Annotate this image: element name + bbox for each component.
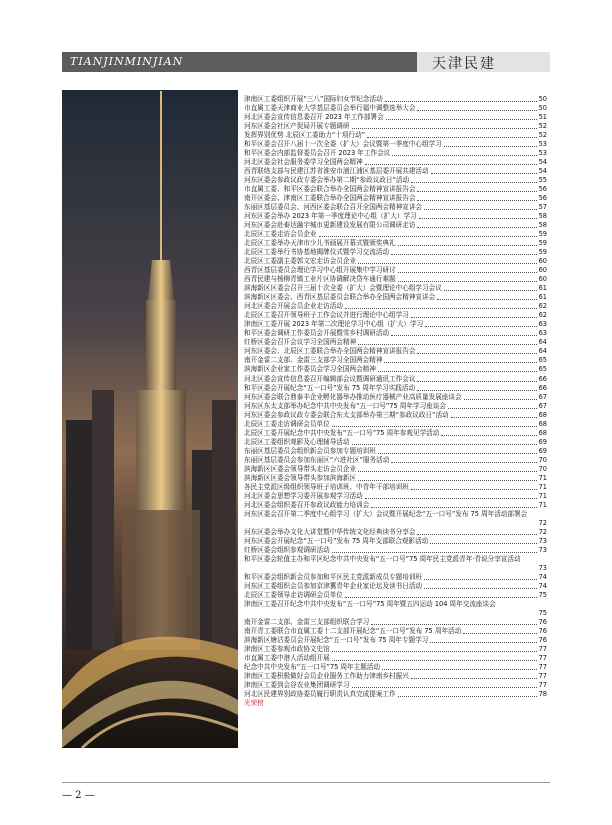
toc-leader-dots xyxy=(378,371,537,372)
table-of-contents xyxy=(244,95,547,708)
toc-leader-dots xyxy=(319,236,537,237)
toc-leader-dots xyxy=(437,299,536,300)
toc-leader-dots xyxy=(424,579,537,580)
toc-entry xyxy=(244,158,547,167)
toc-entry-page: 77 xyxy=(538,653,547,662)
toc-entry-page: 65 xyxy=(538,356,547,365)
toc-entry-title: 河东区委会参政议政专委会联合东太支部举办第三期“参政议政日”活动 xyxy=(244,410,449,419)
toc-entry-title: 津南区工委参观市政协文史馆 xyxy=(244,644,330,653)
toc-entry-title: 河东区委会、北辰区工委联合举办全国两会精神宣讲报告会 xyxy=(244,347,416,356)
toc-entry xyxy=(244,266,547,275)
toc-entry-title: 西青区基层委员会理论学习中心组开展集中学习研讨 xyxy=(244,266,396,275)
toc-entry xyxy=(244,347,547,356)
toc-entry-title: 河北区委会宣传信息委召开编辑部会议暨调研通讯工作会议 xyxy=(244,374,416,383)
toc-entry xyxy=(244,275,547,284)
toc-leader-dots xyxy=(352,444,537,445)
toc-entry xyxy=(244,393,547,402)
toc-entry-title: 滨海新区企业家工作委员会学习全国两会精神 xyxy=(244,365,376,374)
toc-entry-title: 发挥界别优势 北辰区工委助力“十项行动” xyxy=(244,131,366,140)
toc-entry-title: 滨海新区区委会召开三届十次全委（扩大）会暨理论中心组学习会议 xyxy=(244,284,442,293)
toc-entry-page: 75 xyxy=(538,590,547,599)
toc-entry-page: 59 xyxy=(538,230,547,239)
toc-leader-dots xyxy=(431,173,537,174)
toc-entry-page: 67 xyxy=(538,401,547,410)
toc-leader-dots xyxy=(417,191,536,192)
toc-entry-page: 60 xyxy=(538,257,547,266)
toc-entry-page: 54 xyxy=(538,167,547,176)
toc-entry-title: 滨海新区区委会领导带头参加滨海新区 xyxy=(244,473,357,482)
toc-leader-dots xyxy=(398,272,537,273)
toc-entry-title: 滨海新区区委会领导带头走访会员企业 xyxy=(244,464,357,473)
toc-leader-dots xyxy=(444,290,537,291)
toc-entry-page: 68 xyxy=(538,428,547,437)
toc-entry xyxy=(244,555,547,573)
toc-entry-title: 河东区委会参政议政专委会举办第二期“参政议政日”活动 xyxy=(244,176,410,185)
toc-entry xyxy=(244,411,547,420)
toc-entry-title: 河东区委会举办 2023 年第一季度理论中心组（扩大）学习 xyxy=(244,212,417,221)
toc-entry-page: 53 xyxy=(538,140,547,149)
toc-leader-dots xyxy=(392,155,536,156)
toc-entry-page: 50 xyxy=(538,95,547,104)
toc-entry-title: 东丽区基层委员会、河西区委会联合召开全国两会精神宣讲会 xyxy=(244,203,423,212)
toc-leader-dots xyxy=(398,281,537,282)
toc-leader-dots xyxy=(352,128,537,129)
toc-entry-page: 59 xyxy=(538,248,547,257)
toc-entry-page: 62 xyxy=(538,302,547,311)
toc-leader-dots xyxy=(411,182,537,183)
toc-entry-page: 68 xyxy=(538,410,547,419)
toc-entry xyxy=(244,645,547,654)
toc-entry-page: 72 xyxy=(538,527,547,536)
toc-leader-dots xyxy=(391,462,536,463)
toc-entry-page: 59 xyxy=(538,239,547,248)
toc-entry xyxy=(244,257,547,266)
toc-entry xyxy=(244,600,547,618)
toc-entry-page: 69 xyxy=(538,437,547,446)
toc-entry-page: 60 xyxy=(538,266,547,275)
toc-entry-title: 北辰区工委开展纪念中共中央发布“五一口号”75 周年参观见学活动 xyxy=(244,428,440,437)
toc-leader-dots xyxy=(425,326,536,327)
toc-entry xyxy=(244,374,547,383)
toc-entry-page: 57 xyxy=(538,203,547,212)
toc-entry-page: 64 xyxy=(538,347,547,356)
city-skyline-illustration xyxy=(62,90,238,748)
toc-entry xyxy=(244,483,547,492)
toc-leader-dots xyxy=(352,687,537,688)
toc-leader-dots xyxy=(417,227,536,228)
toc-entry xyxy=(244,113,547,122)
toc-leader-dots xyxy=(385,101,537,102)
toc-entry-title: 和平区委会开展纪念“五一口号”发布 75 周年学习实践活动 xyxy=(244,383,416,392)
toc-entry xyxy=(244,311,547,320)
toc-entry-title: 津南区工委召开纪念中共中央发布“五一口号”75 周年暨五四运动 104 周年交流座谈会 xyxy=(244,599,496,608)
toc-entry xyxy=(244,501,547,510)
toc-entry-title: 河北区委会开展会员企业走访活动 xyxy=(244,302,343,311)
toc-leader-dots xyxy=(464,399,537,400)
toc-entry-title: 津南区工委到会谷农业集团调研学习 xyxy=(244,681,350,690)
toc-entry-title: 和平区委会组织新会员参加和平区民主党派新成员专题培训班 xyxy=(244,572,423,581)
toc-entry xyxy=(244,329,547,338)
toc-entry xyxy=(244,221,547,230)
toc-entry-page: 61 xyxy=(538,284,547,293)
toc-entry xyxy=(244,356,547,365)
toc-entry-title: 北辰区工委举行书协基地揭牌仪式暨学习交流活动 xyxy=(244,248,390,257)
toc-entry xyxy=(244,402,547,411)
toc-leader-dots xyxy=(398,696,537,697)
toc-entry xyxy=(244,582,547,591)
toc-entry-title: 河东区委会赴泰达融宇城市更新建设发展有限公司调研走访 xyxy=(244,221,416,230)
toc-entry-page: 62 xyxy=(538,311,547,320)
toc-entry-title: 纪念中共中央发布“五一口号”75 周年主题活动 xyxy=(244,663,381,671)
toc-entry-page: 73 xyxy=(538,545,547,554)
toc-entry-page: 72 xyxy=(538,518,547,527)
toc-leader-dots xyxy=(378,453,537,454)
toc-entry-title: 北辰区工委举办天津市少儿书画展开幕式暨颁奖典礼 xyxy=(244,239,396,248)
toc-entry xyxy=(244,537,547,546)
toc-entry-page: 71 xyxy=(538,482,547,491)
toc-entry-page: 52 xyxy=(538,122,547,131)
toc-entry-page: 71 xyxy=(538,473,547,482)
toc-leader-dots xyxy=(398,245,537,246)
toc-leader-dots xyxy=(384,362,536,363)
toc-entry xyxy=(244,474,547,483)
toc-entry xyxy=(244,663,547,672)
toc-leader-dots xyxy=(417,110,536,111)
toc-entry xyxy=(244,122,547,131)
toc-entry-title: 各民主党派区级组织领导班子培训班、中青年干部培训班 xyxy=(244,482,409,491)
toc-entry-page: 58 xyxy=(538,212,547,221)
toc-entry-page: 63 xyxy=(538,320,547,329)
toc-entry xyxy=(244,429,547,438)
toc-entry-page: 66 xyxy=(538,374,547,383)
toc-entry-title: 北辰区工委组织观影及心理辅导活动 xyxy=(244,437,350,446)
toc-entry-title: 河北区委会宣传信息委召开 2023 年工作部署会 xyxy=(244,113,384,122)
toc-entry-title: 河东区委会召开第二季度中心组学习（扩大）会议暨开展纪念“五一口号”发布 75 周年活动部署会 xyxy=(244,509,528,518)
toc-entry-title: 和平区委会轮值主办和平区纪念中共中央发布“五一口号”75 周年民主党派青年·青说分享宣活动 xyxy=(244,554,521,563)
toc-entry xyxy=(244,690,547,699)
toc-entry-page: 51 xyxy=(538,113,547,122)
toc-entry xyxy=(244,573,547,582)
toc-leader-dots xyxy=(417,381,536,382)
toc-entry-title: 河北区委会社会服务委学习全国两会精神 xyxy=(244,158,363,167)
toc-entry-page: 50 xyxy=(538,104,547,113)
toc-leader-dots xyxy=(358,480,537,481)
toc-entry-title: 河北区委会思想学习委开展参观学习活动 xyxy=(244,491,363,500)
toc-entry-title: 市直属工委天津商业大学基层委员会举行福中调整选举大会 xyxy=(244,104,416,113)
toc-entry xyxy=(244,185,547,194)
toc-entry xyxy=(244,320,547,329)
toc-entry-title: 红桥区委会召开会议学习全国两会精神 xyxy=(244,338,357,347)
toc-leader-dots xyxy=(358,471,537,472)
toc-entry xyxy=(244,465,547,474)
toc-entry-page: 58 xyxy=(538,221,547,230)
toc-entry-title: 市直属工委、和平区委会联合举办全国两会精神宣讲报告会 xyxy=(244,185,416,194)
toc-entry xyxy=(244,456,547,465)
toc-entry xyxy=(244,654,547,663)
toc-entry-title: 津南区工委积极做好会员企业服务工作助力津南乡村振兴 xyxy=(244,672,409,681)
toc-entry-page: 75 xyxy=(538,608,547,617)
toc-leader-dots xyxy=(441,435,536,436)
toc-entry-page: 64 xyxy=(538,338,547,347)
toc-entry-title: 红桥区委会组织参观调研活动 xyxy=(244,545,330,554)
toc-entry-page: 56 xyxy=(538,185,547,194)
toc-leader-dots xyxy=(365,498,537,499)
toc-entry-title: 津南区工委组织开展“三八”国际妇女节纪念活动 xyxy=(244,95,383,104)
toc-entry xyxy=(244,203,547,212)
toc-entry xyxy=(244,492,547,501)
toc-leader-dots xyxy=(345,597,537,598)
toc-entry-page: 77 xyxy=(538,672,547,681)
toc-entry-title: 北辰区工委走访调研会员单位 xyxy=(244,419,330,428)
toc-leader-dots xyxy=(411,678,537,679)
toc-entry-page: 73 xyxy=(538,563,547,572)
toc-entry xyxy=(244,230,547,239)
toc-entry xyxy=(244,149,547,158)
toc-entry-page: 63 xyxy=(538,329,547,338)
toc-entry-page: 74 xyxy=(538,572,547,581)
header-bar xyxy=(62,52,417,72)
toc-entry xyxy=(244,627,547,636)
toc-entry xyxy=(244,447,547,456)
toc-leader-dots xyxy=(444,146,537,147)
toc-entry xyxy=(244,591,547,600)
toc-entry-title: 滨海新区区委会、西青区基层委员会联合举办全国两会精神宣讲会 xyxy=(244,293,436,302)
toc-entry-title: 河东区委会社区产促局开展专题调研 xyxy=(244,122,350,131)
toc-entry-title: 南开金雷二支部、金雷三支部学习全国两会精神 xyxy=(244,356,383,365)
toc-leader-dots xyxy=(382,669,537,670)
toc-entry-page: 68 xyxy=(538,419,547,428)
toc-entry-title: 南开青工委联合市直属工委十二支部开展纪念“五一口号”发布 75 周年活动 xyxy=(244,626,462,635)
toc-entry xyxy=(244,302,547,311)
toc-entry-title: 光荣榜 xyxy=(244,699,264,708)
toc-entry-page: 52 xyxy=(538,131,547,140)
toc-entry-title: 东丽区基层委员会参加东丽区“六进社区”服务活动 xyxy=(244,455,390,464)
toc-entry-title: 西青民建与杨柳青镇工业片区协调解决贷车通行难题 xyxy=(244,275,396,284)
toc-entry-page: 65 xyxy=(538,365,547,374)
toc-entry-title: 北辰区工委召开领导班子工作会议并进行理论中心组学习 xyxy=(244,311,409,320)
toc-entry xyxy=(244,672,547,681)
toc-entry xyxy=(244,248,547,257)
toc-leader-dots xyxy=(358,344,537,345)
toc-leader-dots xyxy=(448,408,537,409)
toc-entry-page: 70 xyxy=(538,455,547,464)
toc-entry-page: 70 xyxy=(538,464,547,473)
toc-leader-dots xyxy=(332,426,537,427)
toc-leader-dots xyxy=(451,417,537,418)
toc-entry-title: 河东区东太支部举办纪念中共中央发布“五一口号”75 周年学习座谈会 xyxy=(244,401,446,410)
toc-leader-dots xyxy=(358,263,537,264)
toc-entry-title: 东丽区基层委员会组织新会员参加专题培训班 xyxy=(244,446,376,455)
toc-entry-page: 61 xyxy=(538,293,547,302)
toc-entry-page: 67 xyxy=(538,392,547,401)
toc-entry-page: 69 xyxy=(538,446,547,455)
toc-entry-page: 77 xyxy=(538,644,547,653)
toc-entry-page: 77 xyxy=(538,681,547,690)
toc-entry-page: 54 xyxy=(538,158,547,167)
toc-entry xyxy=(244,167,547,176)
toc-leader-dots xyxy=(424,209,537,210)
toc-entry xyxy=(244,384,547,393)
toc-entry-title: 河东区工委组织会员参加京津冀青年企业家论坛及读书日活动 xyxy=(244,581,423,590)
toc-leader-dots xyxy=(417,390,537,391)
toc-leader-dots xyxy=(391,335,537,336)
toc-entry-page: 60 xyxy=(538,275,547,284)
toc-entry xyxy=(244,338,547,347)
toc-leader-dots xyxy=(430,543,536,544)
toc-entry-title: 河北区委会组织委召开参政议政能力培训会 xyxy=(244,500,370,509)
toc-entry-page: 56 xyxy=(538,194,547,203)
toc-leader-dots xyxy=(332,651,537,652)
toc-entry xyxy=(244,420,547,429)
toc-leader-dots xyxy=(430,642,536,643)
toc-leader-dots xyxy=(417,534,536,535)
toc-entry xyxy=(244,176,547,185)
toc-entry xyxy=(244,699,547,708)
toc-entry-title: 西青联络支部与民建江苏省淮安市浦江浦区基层委开展共建活动 xyxy=(244,167,429,176)
toc-entry xyxy=(244,293,547,302)
toc-entry xyxy=(244,618,547,627)
toc-entry-title: 北辰区工委副主委郭文宏走访会员企业 xyxy=(244,257,357,266)
toc-entry-page: 76 xyxy=(538,626,547,635)
toc-entry xyxy=(244,438,547,447)
toc-entry-title: 河北区民建界别政协委员履行职责认真完成提案工作 xyxy=(244,690,396,699)
toc-entry xyxy=(244,194,547,203)
toc-leader-dots xyxy=(391,254,537,255)
toc-leader-dots xyxy=(365,164,537,165)
toc-leader-dots xyxy=(386,119,537,120)
toc-entry xyxy=(244,140,547,149)
toc-entry-page: 71 xyxy=(538,491,547,500)
toc-entry xyxy=(244,131,547,140)
toc-leader-dots xyxy=(332,660,537,661)
toc-entry xyxy=(244,546,547,555)
toc-leader-dots xyxy=(419,218,537,219)
cover-photo xyxy=(62,90,238,748)
toc-entry xyxy=(244,212,547,221)
toc-entry-page: 78 xyxy=(538,690,547,699)
toc-leader-dots xyxy=(371,624,536,625)
toc-entry-page: 55 xyxy=(538,176,547,185)
toc-entry-page: 71 xyxy=(538,500,547,509)
toc-entry-page: 77 xyxy=(538,663,547,671)
toc-leader-dots xyxy=(424,588,537,589)
toc-entry-page: 76 xyxy=(538,617,547,626)
toc-leader-dots xyxy=(411,317,537,318)
toc-entry-title: 和平区委会召开八届十一次全委（扩大）会议暨第一季度中心组学习 xyxy=(244,140,442,149)
toc-leader-dots xyxy=(367,137,537,138)
toc-leader-dots xyxy=(332,552,537,553)
header-title: 天津民建 xyxy=(432,56,496,72)
toc-leader-dots xyxy=(417,200,536,201)
toc-entry-page: 66 xyxy=(538,383,547,392)
page-number: — 2 — xyxy=(62,790,95,801)
toc-entry-title: 南开金雷二支部、金雷三支部组织联合学习 xyxy=(244,617,370,626)
toc-entry-title: 河东区委会开展纪念“五一口号”发布 75 周年支部联合观影活动 xyxy=(244,536,429,545)
toc-entry-title: 滨海新区塘沽委员会开展纪念“五一口号”发布 75 周年专题学习 xyxy=(244,635,429,644)
toc-entry-title: 北辰区工委走访会员企业 xyxy=(244,230,317,239)
toc-entry xyxy=(244,681,547,690)
page-header xyxy=(62,52,550,72)
toc-entry xyxy=(244,95,547,104)
toc-entry-page: 76 xyxy=(538,635,547,644)
header-latin-title: TIANJINMINJIAN xyxy=(70,55,184,68)
toc-entry xyxy=(244,239,547,248)
toc-entry-title: 和平区委会调研工作委员会开展暨雪乡村调研活动 xyxy=(244,329,390,338)
toc-entry-title: 津南区工委开展 2023 年第二次理论学习中心组（扩大）学习 xyxy=(244,320,424,329)
toc-entry xyxy=(244,284,547,293)
toc-entry-title: 北辰区工委领导走访调研会员单位 xyxy=(244,590,343,599)
toc-entry xyxy=(244,365,547,374)
toc-leader-dots xyxy=(411,489,537,490)
toc-leader-dots xyxy=(463,633,536,634)
toc-entry-page: 73 xyxy=(538,536,547,545)
toc-entry-page: 74 xyxy=(538,581,547,590)
toc-entry-page: 53 xyxy=(538,149,547,158)
toc-entry xyxy=(244,528,547,537)
toc-entry-title: 南开区委会、津南区工委联合举办全国两会精神宣讲报告会 xyxy=(244,194,416,203)
toc-entry-title: 河东区委会联合鼎泰丰企业孵化器举办推动医疗器械产业高质量发展座谈会 xyxy=(244,392,462,401)
toc-leader-dots xyxy=(371,507,536,508)
toc-leader-dots xyxy=(417,353,536,354)
toc-entry xyxy=(244,510,547,528)
toc-entry xyxy=(244,636,547,645)
toc-entry xyxy=(244,104,547,113)
footer-divider xyxy=(62,782,550,783)
toc-entry-title: 和平区委会内部监督委员会召开 2023 年工作会议 xyxy=(244,149,391,158)
toc-entry-title: 河东区委会举办文化大讲堂暨中华传统文化经典读书分享会 xyxy=(244,527,416,536)
toc-leader-dots xyxy=(345,308,537,309)
toc-entry-title: 市直属工委中港人活动组开展 xyxy=(244,653,330,662)
